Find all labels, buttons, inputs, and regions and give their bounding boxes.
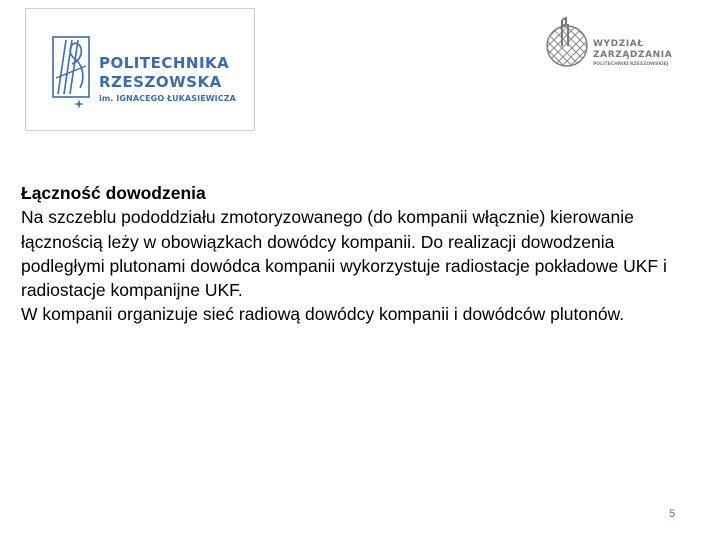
paragraph-2: W kompanii organizuje sieć radiową dowódcy kompanii i dowódców plutonów.: [21, 304, 625, 325]
faculty-name-line1: WYDZIAŁ: [593, 39, 644, 49]
page-number: 5: [669, 508, 676, 520]
faculty-name: [593, 39, 672, 68]
cross-icon: [74, 99, 84, 109]
university-name: [99, 54, 236, 103]
slide-heading: Łączność dowodzenia: [21, 183, 206, 203]
paragraph-1: Na szczeblu pododdziału zmotoryzowanego (do kompanii włącznie) kierowanie łącznością leży w obowiązkach dowódcy kompanii. Do realizacji dowodzenia podległymi plutonami dowódca kompanii wykorzystuje radiostacje pokładowe UKF i radiostacje kompanijne UKF.: [21, 207, 667, 301]
university-logo: [25, 8, 255, 131]
faculty-emblem-icon: [544, 16, 590, 72]
faculty-name-line2: ZARZĄDZANIA: [593, 50, 673, 60]
university-name-line2: RZESZOWSKA: [99, 73, 222, 91]
slide-content: [21, 181, 701, 327]
politechnika-emblem-icon: [52, 36, 90, 98]
university-name-line1: POLITECHNIKA: [99, 54, 230, 72]
faculty-logo: [544, 16, 684, 72]
faculty-name-line3: POLITECHNIKI RZESZOWSKIEJ: [593, 62, 669, 67]
university-patron: im. IGNACEGO ŁUKASIEWICZA: [99, 94, 236, 103]
